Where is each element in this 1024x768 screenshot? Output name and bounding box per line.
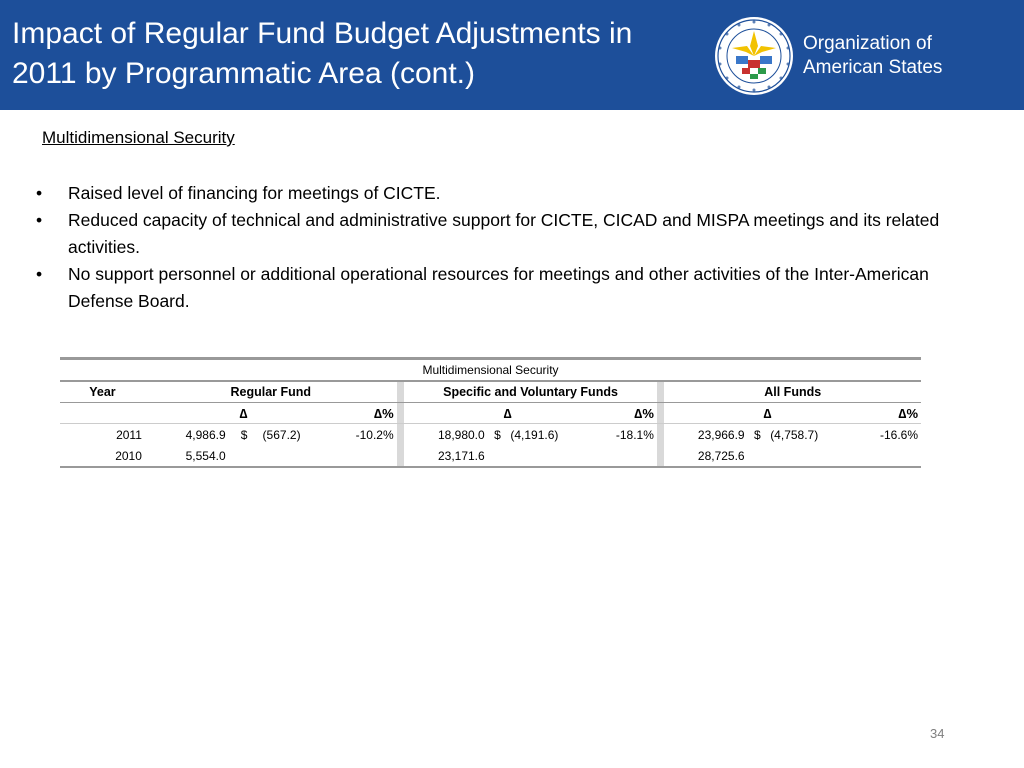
af-pct-cell: -16.6%: [879, 427, 918, 442]
year-cell: 2010: [60, 445, 145, 467]
rf-currency-cell: $: [240, 427, 248, 442]
slide-title-line-2: 2011 by Programmatic Area (cont.): [12, 57, 475, 90]
regular-fund-header: Regular Fund: [145, 381, 397, 403]
rf-value-cell: 4,986.9: [185, 427, 226, 442]
af-currency-cell: $: [754, 427, 761, 442]
rf-delta-cell: (567.2): [262, 427, 301, 442]
bullet-text: Raised level of financing for meetings of CICTE.: [68, 183, 441, 203]
af-delta-cell: (4,758.7): [770, 427, 819, 442]
sv-value-cell: 18,980.0: [437, 427, 485, 442]
sv-delta-cell: (4,191.6): [510, 427, 559, 442]
af-value-cell: 23,966.9: [697, 427, 745, 442]
table-caption: Multidimensional Security: [60, 359, 921, 382]
rf-delta-header: ∆: [229, 403, 319, 424]
table-row: [60, 445, 921, 467]
sv-delta-header: ∆: [488, 403, 586, 424]
section-title: Multidimensional Security: [42, 128, 235, 147]
bullet-list: [36, 180, 996, 315]
bullet-item: • Raised level of financing for meetings of CICTE.: [36, 183, 441, 203]
sv-pct-cell: -18.1%: [615, 427, 654, 442]
bullet-item: • No support personnel or additional operational resources for meetings and other activities of the Inter-American Defense Board.: [36, 264, 929, 311]
slide-title: [12, 14, 692, 94]
bullet-text: No support personnel or additional operational resources for meetings and other activities of the Inter-American Defense Board.: [68, 264, 929, 311]
all-funds-header: All Funds: [664, 381, 921, 403]
table-row: [60, 424, 921, 446]
af-delta-pct-header: ∆%: [842, 403, 921, 424]
af-value-cell: 28,725.6: [664, 445, 747, 467]
org-name: [803, 32, 942, 80]
sv-value-cell: 23,171.6: [404, 445, 488, 467]
slide-title-line-1: Impact of Regular Fund Budget Adjustments in: [12, 17, 633, 50]
org-name-line-1: Organization of: [803, 33, 932, 54]
budget-table: [60, 357, 921, 468]
rf-value-cell: 5,554.0: [145, 445, 229, 467]
page-number: 34: [930, 726, 945, 741]
sv-delta-pct-header: ∆%: [586, 403, 657, 424]
bullet-text: Reduced capacity of technical and administrative support for CICTE, CICAD and MISPA meetings and its related activities.: [68, 210, 940, 257]
specific-voluntary-header: Specific and Voluntary Funds: [404, 381, 657, 403]
oas-seal-icon: [714, 16, 794, 96]
col-year-header: Year: [60, 381, 145, 403]
org-name-line-2: American States: [803, 57, 943, 78]
rf-pct-cell: -10.2%: [355, 427, 394, 442]
rf-delta-pct-header: ∆%: [319, 403, 397, 424]
year-cell: 2011: [116, 427, 142, 442]
sv-currency-cell: $: [494, 427, 501, 442]
budget-table-container: [60, 357, 921, 468]
slide-header: [0, 0, 1024, 110]
af-delta-header: ∆: [748, 403, 842, 424]
bullet-item: • Reduced capacity of technical and administrative support for CICTE, CICAD and MISPA meetings and its related activities.: [36, 210, 940, 257]
